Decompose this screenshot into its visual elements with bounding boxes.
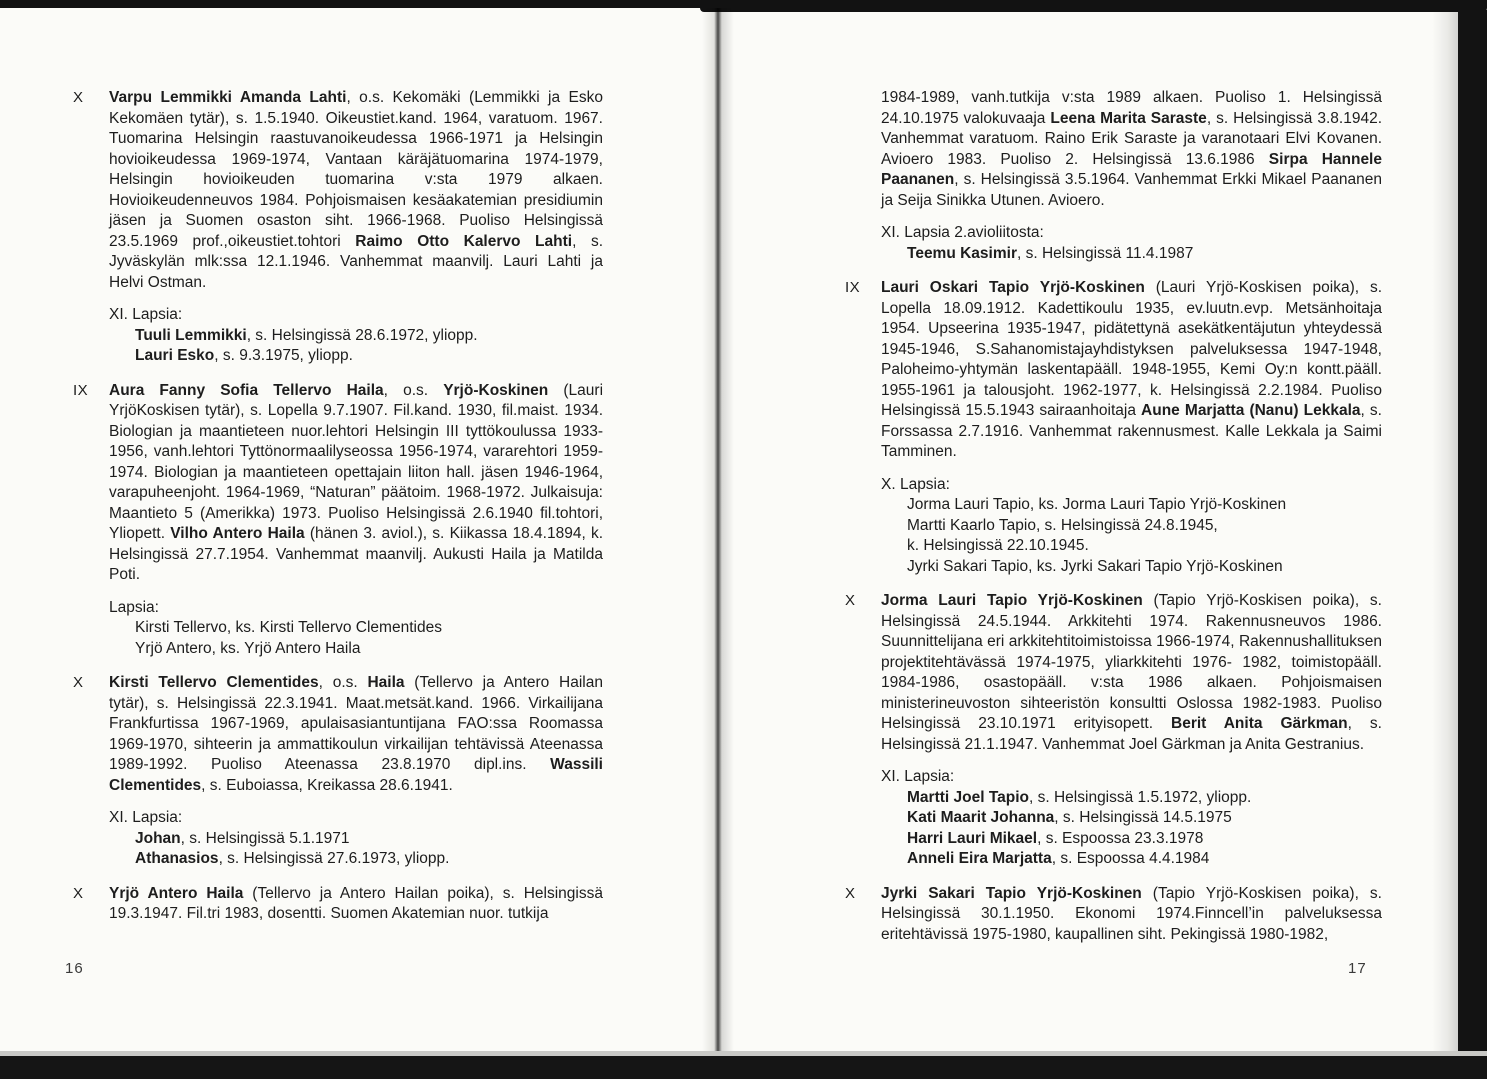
child-entry [109,326,603,347]
person-name: Lauri Esko [135,347,215,364]
person-name: Tuuli Lemmikki [135,326,247,344]
entry-text-run: , s. Helsingissä 28.6.1972, yliopp. [246,326,478,344]
genealogy-entry [845,884,1382,946]
book-spine [702,8,734,1051]
genealogy-entry [845,278,1382,463]
child-entry [109,346,603,367]
entry-text-run: (Tellervo ja Antero Hailan tytär), s. Helsingissä 22.3.1941. Maat.metsät.kand. 1966. Virkailijana Frankfurtissa 1967-1969, apulaisasiantuntijana FAO:ssa Roomassa 1969-1970, sihteerin ja ammattikoulun virkailijan tehtävissä Ateenassa 1989-1992. Puoliso Ateenassa 23.8.1970 dipl.ins. [109,674,603,773]
person-name: Varpu Lemmikki Amanda Lahti [109,89,347,106]
person-name: Kirsti Tellervo Clementides [109,674,319,691]
children-header: Lapsia: [109,598,159,616]
entry-text-run: , s. Helsingissä 14.5.1975 [1054,809,1232,826]
genealogy-entry [73,884,603,925]
entry-text-run: , s. Helsingissä 21.1.1947. Vanhemmat Joel Gärkman ja Anita Gestranius. [881,715,1382,753]
children-header: XI. Lapsia: [109,306,183,323]
scan-bottom-edge [0,1051,1487,1079]
page-left-content [73,88,603,925]
child-entry [881,788,1382,809]
entry-text-run: , s. Espoossa 23.3.1978 [1037,829,1204,847]
entry-paragraph [881,88,1382,211]
entry-text-run: , s. Espoossa 4.4.1984 [1051,850,1210,867]
entry-paragraph [881,884,1382,946]
person-name: Jorma Lauri Tapio Yrjö-Koskinen [881,592,1143,609]
genealogy-entry [73,673,603,796]
child-entry [881,557,1382,578]
scan-top-edge-right [700,0,1487,12]
entry-text-run: , s. Helsingissä 3.5.1964. Vanhemmat Erkki Mikael Paananen ja Seija Sinikka Utunen. Avioero. [881,171,1382,209]
entry-text-run: (Lauri Yrjö-Koskisen poika), s. Lopella 18.09.1912. Kadettikoulu 1935, ev.luutn.evp. Metsänhoitaja 1954. Upseerina 1935-1947, pidätettynä asekätkentäjutun yhteydessä 1945-1946, S.Sahanomistajayhdistyksen palveluksessa 1947-1948, Paloheimo-yhtymän laskentapääll. 1948-1955, Kemi Oy:n kontt.pääll. 1955-1961 ja talousjoht. 1962-1977, k. Helsingissä 2.2.1984. Puoliso Helsingissä 15.5.1943 sairaanhoitaja [881,279,1382,419]
entry-text-run: (Tellervo ja Antero Hailan poika), s. Helsingissä 19.3.1947. Fil.tri 1983, dosentti. Suomen Akatemian nuor. tutkija [109,884,603,922]
person-name: Teemu Kasimir [907,244,1017,262]
entry-text-run: (Tapio Yrjö-Koskisen poika), s. Helsingissä 24.5.1944. Arkkitehti 1974. Rakennusneuvos 1986. Suunnittelijana eri arkkitehtitoimistoissa 1966-1974, Rakennushallituksen projektitehtävässä 1974-1975, yliarkkitehti 1976- 1982, toimistopääll. 1984-1986, osastopääll. v:sta 1986 alkaen. Pohjoismaisen ministerineuvoston sihteeristön konsultti Oslossa 1982-1983. Puoliso Helsingissä 23.10.1971 erityisopett. [881,592,1382,732]
genealogy-entry [845,591,1382,755]
entry-paragraph [109,673,603,796]
generation-numeral: X [845,884,856,902]
generation-numeral: X [73,884,84,902]
entry-paragraph [881,278,1382,463]
person-name: Yrjö Antero Haila [109,884,244,902]
entry-paragraph [109,88,603,293]
page-edge-shadow [1432,10,1458,1051]
entry-text-run: (Lauri YrjöKoskisen tytär), s. Lopella 9.7.1907. Fil.kand. 1930, fil.maist. 1934. Biologian ja maantieteen nuor.lehtori Helsingin III tyttökoulussa 1933-1956, vanh.lehtori Tyttönormaalilyseossa 1956-1974, vararehtori 1959-1974. Biologian ja maantieteen opettajain liiton hall. jäsen 1946-1964, varapuheenjoht. 1964-1969, “Naturan” päätoim. 1968-1972. Julkaisuja: Maantieto 5 (Amerikka) 1973. Puoliso Helsingissä 2.6.1940 fil.tohtori, Yliopett. [109,381,604,542]
child-entry [881,495,1382,516]
children-header: XI. Lapsia: [881,768,955,785]
children-header: XI. Lapsia 2.avioliitosta: [881,224,1044,241]
person-name: Kati Maarit Johanna [907,809,1055,826]
entry-text-run: , s. Euboiassa, Kreikassa 28.6.1941. [201,776,453,794]
generation-numeral: X [73,89,84,106]
page-number-right: 17 [1348,960,1367,977]
entry-text-run: (Tapio Yrjö-Koskisen poika), s. Helsingissä 30.1.1950. Ekonomi 1974.Finncell’in palveluksessa eritehtävissä 1975-1980, kaupallinen siht. Pekingissä 1980-1982, [881,884,1382,943]
entry-text-run: k. Helsingissä 22.10.1945. [907,537,1089,554]
entry-text-run: , s. Jyväskylän mlk:ssa 12.1.1946. Vanhemmat maanvilj. Lauri Lahti ja Helvi Ostman. [109,232,604,291]
children-block [109,305,603,367]
entry-text-run: , s. 9.3.1975, yliopp. [214,347,353,364]
entry-text-run: , s. Helsingissä 5.1.1971 [180,829,350,847]
person-name: Lauri Oskari Tapio Yrjö-Koskinen [881,279,1145,296]
entry-text-run: , s. Helsingissä 11.4.1987 [1016,244,1194,262]
entry-text-run: , s. Helsingissä 27.6.1973, yliopp. [218,850,450,867]
person-name: Athanasios [135,850,219,867]
entry-text-run: Jyrki Sakari Tapio, ks. Jyrki Sakari Tapio Yrjö-Koskinen [907,557,1283,575]
page-right-content [845,88,1382,945]
child-entry [881,808,1382,829]
children-block [881,475,1382,578]
scan-right-edge [1458,10,1487,1056]
children-header: XI. Lapsia: [109,809,183,826]
children-block [881,223,1382,264]
person-name: Aune Marjatta (Nanu) Lekkala [1141,402,1361,419]
child-entry [881,516,1382,537]
entry-text-run: , s. Forssassa 2.7.1916. Vanhemmat rakennusmest. Kalle Lekkala ja Saimi Tamminen. [881,402,1382,460]
person-name: Harri Lauri Mikael [907,829,1038,847]
person-name: Berit Anita Gärkman [1171,715,1348,732]
person-name: Johan [135,829,181,847]
entry-text-run: (hänen 3. aviol.), s. Kiikassa 18.4.1894, k. Helsingissä 27.7.1954. Vanhemmat maanvilj. Aukusti Haila ja Matilda Poti. [109,525,604,583]
entry-text-run: Yrjö Antero, ks. Yrjö Antero Haila [135,639,361,657]
entry-paragraph [109,381,603,586]
entry-text-run: Jorma Lauri Tapio, ks. Jorma Lauri Tapio Yrjö-Koskinen [907,496,1287,513]
child-entry [109,829,603,850]
entry-text-run: , s. Helsingissä 3.8.1942. Vanhemmat varatuom. Raino Erik Saraste ja varanotaari Elvi Kovanen. Avioero 1983. Puoliso 2. Helsingissä 13.6.1986 [881,109,1382,168]
person-name: Wassili Clementides [109,756,603,794]
entry-text-run: , o.s. Kekomäki (Lemmikki ja Esko Kekomäen tytär), s. 1.5.1940. Oikeustiet.kand. 1964, varatuom. 1967. Tuomarina Helsingin raastuvanoikeudessa 1966-1971 ja Helsingin hovioikeudessa 1969-1974, Vantaan käräjätuomarina 1974-1979, Helsingin hovioikeuden tuomarina v:sta 1979 alkaen. Hovioikeudenneuvos 1984. Pohjoismaisen kesäakatemian presidiumin jäsen ja Suomen osaston siht. 1966-1968. Puoliso Helsingissä 23.5.1969 prof.,oikeustiet.tohtori [109,89,603,250]
child-entry [881,536,1382,557]
child-entry [881,849,1382,870]
child-entry [109,639,603,660]
child-entry [109,849,603,870]
child-entry [881,829,1382,850]
generation-numeral: IX [845,279,861,296]
continuation-paragraph [845,88,1382,211]
genealogy-entry [73,381,603,586]
person-name: Aura Fanny Sofia Tellervo Haila [109,381,384,399]
generation-numeral: X [73,674,84,691]
person-name: Vilho Antero Haila [170,525,305,542]
person-name: Anneli Eira Marjatta [907,850,1052,867]
person-name: Martti Joel Tapio [907,788,1030,806]
entry-paragraph [109,884,603,925]
children-block [109,598,603,660]
entry-text-run: , s. Helsingissä 1.5.1972, yliopp. [1029,788,1252,806]
entry-paragraph [881,591,1382,755]
generation-numeral: IX [73,381,89,399]
entry-text-run: , o.s. [383,381,444,399]
generation-numeral: X [845,592,856,609]
person-name: Yrjö-Koskinen [443,381,549,399]
entry-text-run: , o.s. [318,674,368,691]
person-name: Raimo Otto Kalervo Lahti [355,232,573,250]
person-name: Jyrki Sakari Tapio Yrjö-Koskinen [881,884,1142,902]
page-number-left: 16 [65,960,84,977]
person-name: Leena Marita Saraste [1050,109,1207,127]
child-entry [109,618,603,639]
children-block [109,808,603,870]
entry-text-run: Martti Kaarlo Tapio, s. Helsingissä 24.8.1945, [907,516,1218,534]
person-name: Haila [367,674,405,691]
children-block [881,767,1382,870]
genealogy-entry [73,88,603,293]
entry-text-run: 1984-1989, vanh.tutkija v:sta 1989 alkaen. Puoliso 1. Helsingissä 24.10.1975 valokuvaaja [881,89,1382,127]
generation-numeral [845,88,881,211]
child-entry [881,244,1382,265]
children-header: X. Lapsia: [881,475,950,493]
entry-text-run: Kirsti Tellervo, ks. Kirsti Tellervo Clementides [135,619,442,636]
person-name: Sirpa Hannele Paananen [881,150,1382,188]
